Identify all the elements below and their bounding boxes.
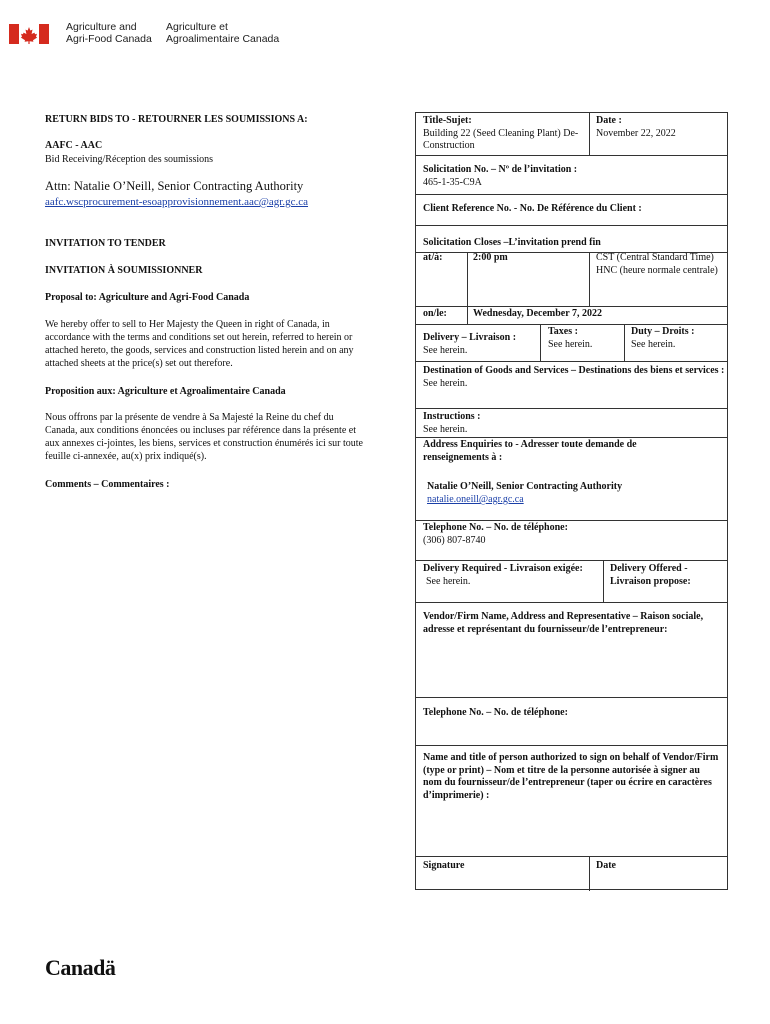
canada-wordmark: Canadä [45, 955, 116, 980]
solicitation-form-box [415, 112, 728, 890]
date-field: Date : November 22, 2022 [596, 115, 676, 139]
offer-text-en: We hereby offer to sell to Her Majesty the Queen in right of Canada, in accordance with the terms and conditions set out herein, referred to herein or attached hereto, the goods, services and construction listed herein and on any attached sheets at the price(s) set out therefore. [45, 319, 354, 369]
comments-label: Comments – Commentaires : [45, 479, 170, 490]
vendor-telephone-label: Telephone No. – No. de téléphone: [423, 707, 568, 718]
vendor-label: Vendor/Firm Name, Address and Representative – Raison sociale, adresse et représentant du fournisseur/de l’entrepreneur: [423, 611, 704, 635]
delivery-required-field: Delivery Required - Livraison exigée: See herein. [423, 563, 583, 587]
closing-time: 2:00 pm [473, 252, 508, 263]
department-name-en: Agriculture and Agri-Food Canada [66, 21, 152, 45]
destination-field: Destination of Goods and Services – Destinations des biens et services : See herein. [423, 365, 725, 389]
at-label: at/à: [423, 252, 443, 263]
instructions-field: Instructions : See herein. [423, 411, 481, 435]
on-label: on/le: [423, 308, 447, 319]
solicitation-number-field: Solicitation No. – Nº de l’invitation : 465-1-35-C9A [423, 164, 578, 188]
enquiries-label: Address Enquiries to - Adresser toute demande de renseignements à : [423, 439, 637, 463]
proposal-to: Proposal to: Agriculture and Agri-Food Canada [45, 292, 250, 303]
authorized-signer-label: Name and title of person authorized to sign on behalf of Vendor/Firm (type or print) – Nom et titre de la personne autorisée à signer au nom du fournisseur/de l’entrepreneur (taper ou écrire en caractères d’imprimerie) : [423, 752, 719, 801]
duty-field: Duty – Droits : See herein. [631, 326, 695, 350]
solicitation-closes-label: Solicitation Closes –L’invitation prend fin [423, 237, 601, 248]
delivery-field: Delivery – Livraison : See herein. [423, 332, 517, 356]
proposition-aux: Proposition aux: Agriculture et Agroalimentaire Canada [45, 386, 286, 397]
enquiries-name: Natalie O’Neill, Senior Contracting Authority [427, 481, 623, 492]
signature-date-label: Date [596, 860, 616, 871]
delivery-offered-label: Delivery Offered - Livraison propose: [610, 563, 691, 587]
invitation-en: INVITATION TO TENDER [45, 238, 166, 249]
org-name: AAFC - AAC [45, 140, 103, 151]
enquiries-email-link[interactable]: natalie.oneill@agr.gc.ca [427, 494, 524, 505]
invitation-fr: INVITATION À SOUMISSIONNER [45, 265, 203, 276]
client-reference-label: Client Reference No. - No. De Référence du Client : [423, 203, 642, 214]
department-name-fr: Agriculture et Agroalimentaire Canada [166, 21, 280, 45]
telephone-field: Telephone No. – No. de téléphone: (306) 807-8740 [423, 522, 568, 546]
bid-receiving: Bid Receiving/Réception des soumissions [45, 154, 214, 165]
return-bids-heading: RETURN BIDS TO - RETOURNER LES SOUMISSIONS A: [45, 114, 308, 125]
canada-flag-icon [9, 24, 49, 44]
signature-label: Signature [423, 860, 465, 871]
closing-date: Wednesday, December 7, 2022 [473, 308, 602, 319]
timezone: CST (Central Standard Time) HNC (heure normale centrale) [596, 252, 718, 276]
title-field: Title-Sujet: Building 22 (Seed Cleaning Plant) De-Construction [423, 115, 579, 151]
offer-text-fr: Nous offrons par la présente de vendre à Sa Majesté la Reine du chef du Canada, aux conditions énoncées ou incluses par référence dans la présente et aux annexes ci-jointes, les biens, services et construction énumérés ici sur toute feuille ci-annexée, au(x) prix indiqué(s). [45, 412, 363, 462]
taxes-field: Taxes : See herein. [548, 326, 593, 350]
attention-line: Attn: Natalie O’Neill, Senior Contracting Authority [45, 179, 304, 193]
bid-email-link[interactable]: aafc.wscprocurement-esoapprovisionnement.aac@agr.gc.ca [45, 196, 309, 208]
